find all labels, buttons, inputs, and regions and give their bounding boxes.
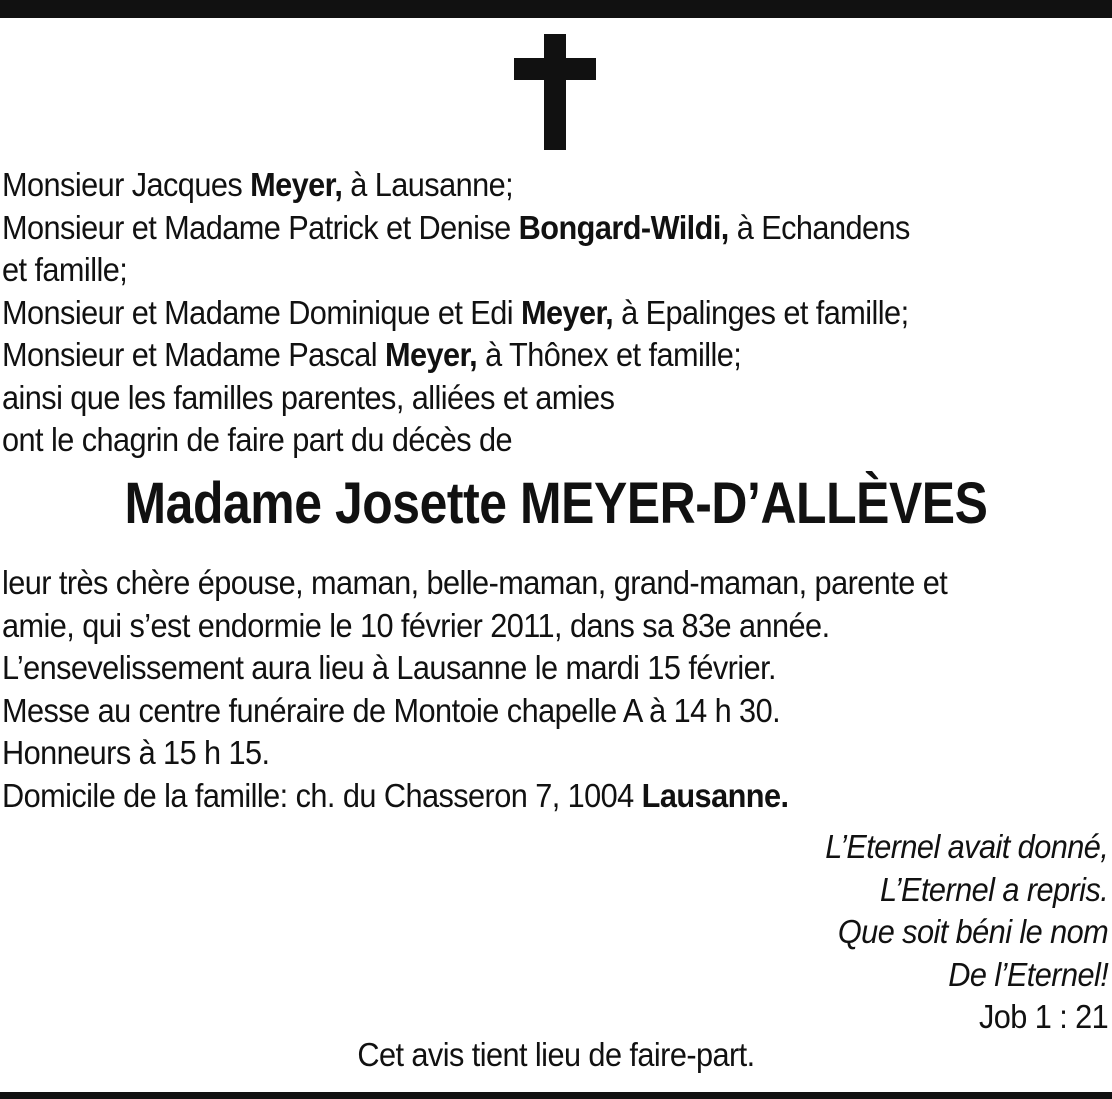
body-line: L’ensevelissement aura lieu à Lausanne le mardi 15 février. xyxy=(2,649,777,686)
body-line: amie, qui s’est endormie le 10 février 2011, dans sa 83e année. xyxy=(2,606,830,644)
bible-verse xyxy=(825,826,1108,1039)
family-line: Monsieur Jacques Meyer, à Lausanne; xyxy=(2,166,514,203)
verse-line: De l’Eternel! xyxy=(948,955,1108,993)
body-line: Domicile de la famille: ch. du Chasseron 7, 1004 Lausanne. xyxy=(2,776,789,814)
verse-line: L’Eternel a repris. xyxy=(879,870,1108,908)
body-line: leur très chère épouse, maman, belle-maman, grand-maman, parente et xyxy=(2,564,948,601)
family-line: ont le chagrin de faire part du décès de xyxy=(2,421,513,458)
deceased-name: Madame Josette MEYER-D’ALLÈVES xyxy=(124,471,988,536)
top-rule xyxy=(0,0,1112,18)
family-line: et famille; xyxy=(2,251,128,288)
family-line: ainsi que les familles parentes, alliées et amies xyxy=(2,378,615,416)
family-list xyxy=(2,164,1025,462)
family-line: Monsieur et Madame Patrick et Denise Bongard-Wildi, à Echandens xyxy=(2,208,910,246)
verse-line: Que soit béni le nom xyxy=(837,913,1108,950)
verse-reference: Job 1 : 21 xyxy=(978,998,1108,1035)
family-line: Monsieur et Madame Dominique et Edi Meyer, à Epalinges et famille; xyxy=(2,293,909,331)
cross-icon xyxy=(514,34,596,150)
verse-line: L’Eternel avait donné, xyxy=(825,828,1108,865)
notice-body xyxy=(2,562,1081,817)
bottom-rule xyxy=(0,1092,1112,1099)
body-line: Messe au centre funéraire de Montoie chapelle A à 14 h 30. xyxy=(2,691,781,729)
body-line: Honneurs à 15 h 15. xyxy=(2,734,270,771)
footer-note: Cet avis tient lieu de faire-part. xyxy=(357,1036,755,1073)
family-line: Monsieur et Madame Pascal Meyer, à Thônex et famille; xyxy=(2,336,742,373)
